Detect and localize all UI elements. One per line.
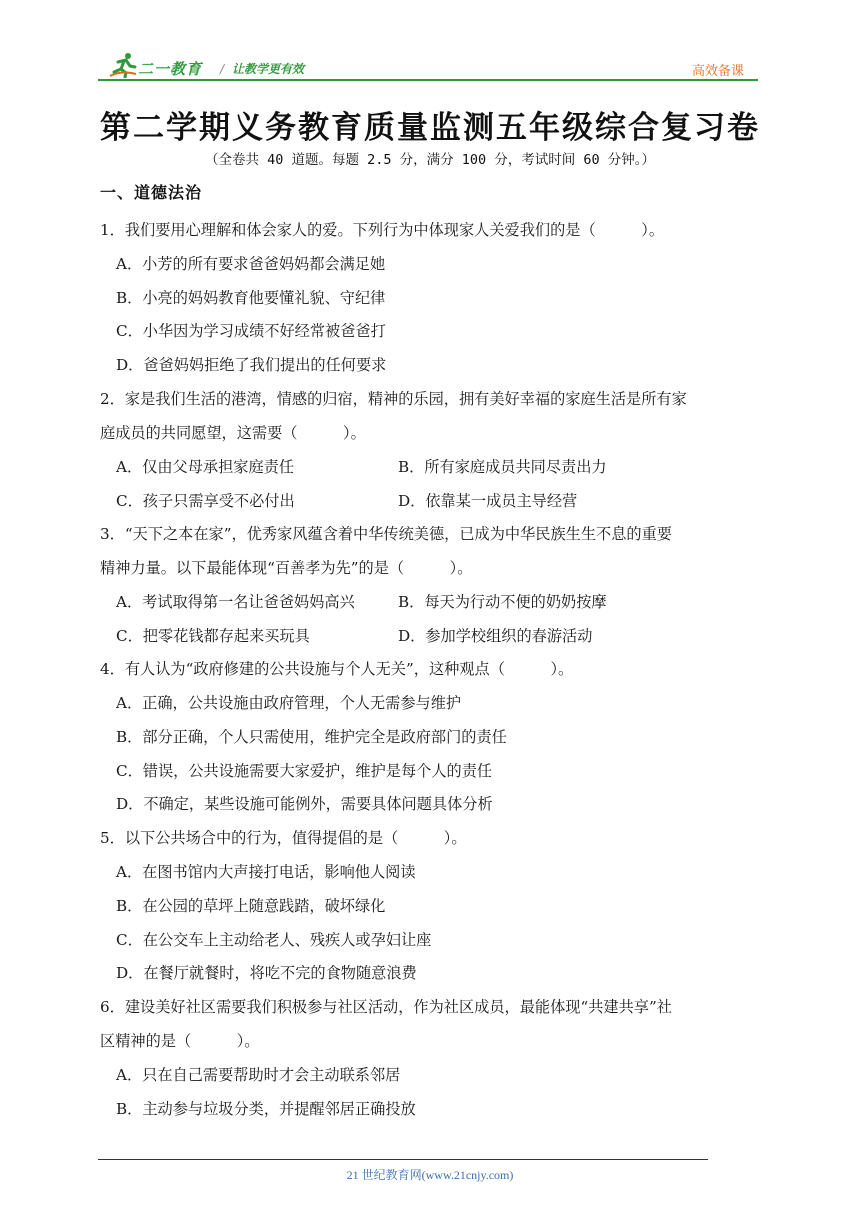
section-title: 一、道德法治 [100, 183, 203, 202]
slogan-text: 让教学更有效 [232, 62, 305, 76]
footer-divider [98, 1159, 708, 1160]
question-3-stem-line-1: 3．“天下之本在家”，优秀家风蕴含着中华传统美德，已成为中华民族生生不息的重要 [100, 525, 672, 543]
question-5-option-d: D．在餐厅就餐时，将吃不完的食物随意浪费 [116, 964, 417, 982]
question-6-option-b: B．主动参与垃圾分类，并提醒邻居正确投放 [116, 1100, 416, 1118]
logo-text: 二一教育 [138, 60, 203, 78]
page-title: 第二学期义务教育质量监测五年级综合复习卷 [100, 110, 760, 146]
question-2-option-d: D．依靠某一成员主导经营 [398, 492, 578, 510]
question-3-option-c: C．把零花钱都存起来买玩具 [116, 627, 310, 645]
question-4-option-d: D．不确定，某些设施可能例外，需要具体问题具体分析 [116, 795, 493, 813]
header-right-label: 高效备课 [691, 64, 744, 79]
question-5-option-c: C．在公交车上主动给老人、残疾人或孕妇让座 [116, 931, 432, 949]
question-1-option-b: B．小亮的妈妈教育他要懂礼貌、守纪律 [116, 289, 386, 307]
question-2-option-b: B．所有家庭成员共同尽责出力 [398, 458, 607, 476]
question-3-option-a: A．考试取得第一名让爸爸妈妈高兴 [116, 593, 355, 611]
question-5-option-b: B．在公园的草坪上随意践踏，破坏绿化 [116, 897, 386, 915]
slogan-separator: / [220, 62, 225, 76]
question-2-stem-line-1: 2．家是我们生活的港湾，情感的归宿，精神的乐园，拥有美好幸福的家庭生活是所有家 [100, 390, 687, 408]
running-man-logo-icon [108, 52, 138, 82]
header-divider [98, 79, 758, 81]
question-4-option-b: B．部分正确，个人只需使用，维护完全是政府部门的责任 [116, 728, 507, 746]
page-footer: 21 世纪教育网(www.21cnjy.com) [346, 1168, 514, 1182]
question-4-option-a: A．正确，公共设施由政府管理，个人无需参与维护 [116, 694, 462, 712]
question-2-stem-line-2: 庭成员的共同愿望，这需要（ ）。 [100, 424, 366, 442]
page-header [98, 50, 758, 82]
question-1-option-a: A．小芳的所有要求爸爸妈妈都会满足她 [116, 255, 386, 273]
question-4-stem: 4．有人认为“政府修建的公共设施与个人无关”，这种观点（ ）。 [100, 660, 574, 678]
question-6-stem-line-2: 区精神的是（ ）。 [100, 1032, 260, 1050]
question-4-option-c: C．错误，公共设施需要大家爱护，维护是每个人的责任 [116, 762, 493, 780]
question-2-option-a: A．仅由父母承担家庭责任 [116, 458, 295, 476]
question-3-option-d: D．参加学校组织的春游活动 [398, 627, 593, 645]
question-2-option-c: C．孩子只需享受不必付出 [116, 492, 295, 510]
question-5-stem: 5．以下公共场合中的行为，值得提倡的是（ ）。 [100, 829, 467, 847]
question-1-option-c: C．小华因为学习成绩不好经常被爸爸打 [116, 322, 386, 340]
question-1-option-d: D．爸爸妈妈拒绝了我们提出的任何要求 [116, 356, 387, 374]
question-6-stem-line-1: 6．建设美好社区需要我们积极参与社区活动，作为社区成员，最能体现“共建共享”社 [100, 998, 672, 1016]
page-subtitle: （全卷共 40 道题。每题 2.5 分，满分 100 分，考试时间 60 分钟。） [204, 152, 656, 168]
question-6-option-a: A．只在自己需要帮助时才会主动联系邻居 [116, 1066, 401, 1084]
question-3-stem-line-2: 精神力量。以下最能体现“百善孝为先”的是（ ）。 [100, 559, 473, 577]
question-5-option-a: A．在图书馆内大声接打电话，影响他人阅读 [116, 863, 416, 881]
question-1-stem: 1．我们要用心理解和体会家人的爱。下列行为中体现家人关爱我们的是（ ）。 [100, 221, 665, 239]
slogan [220, 60, 304, 77]
question-3-option-b: B．每天为行动不便的奶奶按摩 [398, 593, 607, 611]
